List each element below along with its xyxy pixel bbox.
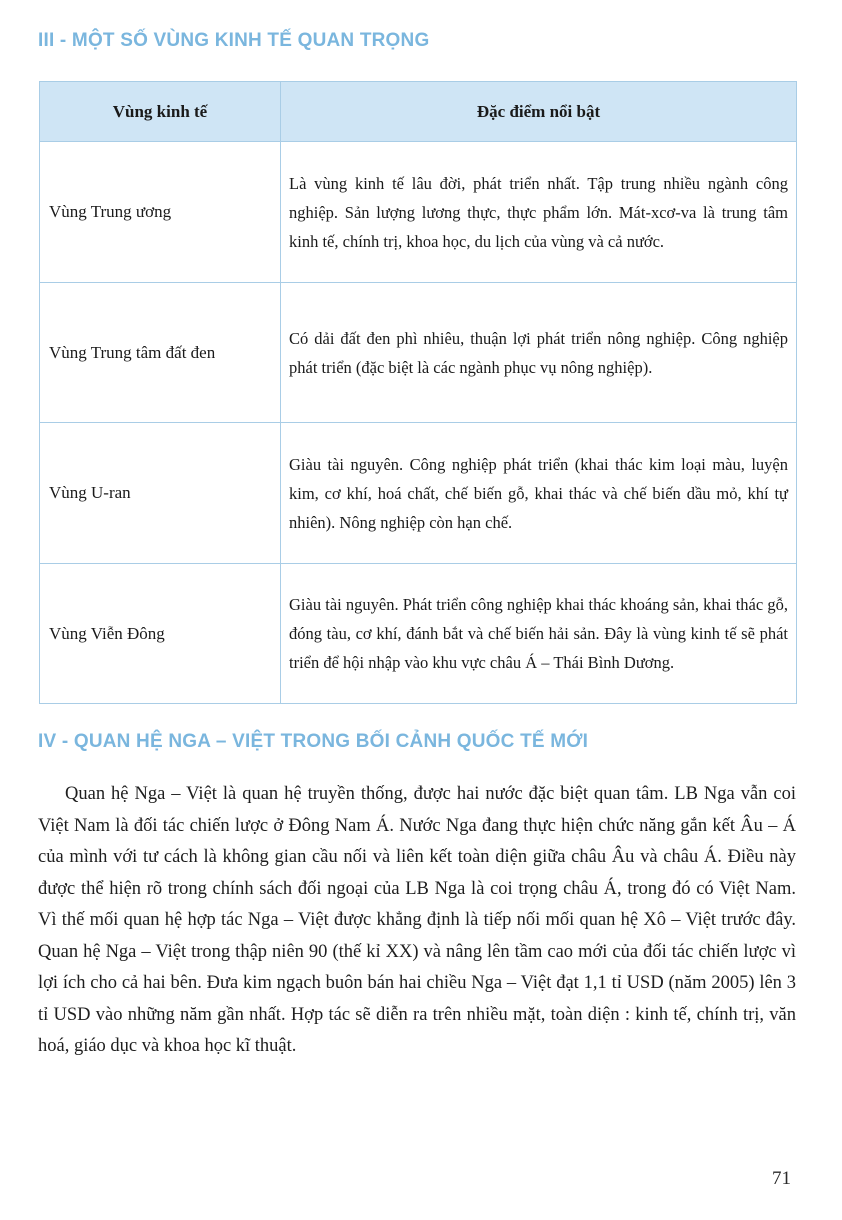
header-region: Vùng kinh tế [40, 82, 281, 142]
header-features: Đặc điểm nổi bật [281, 82, 797, 142]
region-name: Vùng U-ran [40, 423, 281, 564]
section-4-paragraph: Quan hệ Nga – Việt là quan hệ truyền thống, được hai nước đặc biệt quan tâm. LB Nga vẫn coi Việt Nam là đối tác chiến lược ở Đông Nam Á. Nước Nga đang thực hiện chức năng gắn kết Âu – Á của mình với tư cách là không gian cầu nối và liên kết toàn diện giữa châu Âu và châu Á. Điều này được thể hiện rõ trong chính sách đối ngoại của LB Nga là coi trọng châu Á, trong đó có Việt Nam. Vì thế mối quan hệ hợp tác Nga – Việt được khẳng định là tiếp nối mối quan hệ Xô – Việt trước đây. Quan hệ Nga – Việt trong thập niên 90 (thế kỉ XX) và nâng lên tầm cao mới của đối tác chiến lược vì lợi ích cho cả hai bên. Đưa kim ngạch buôn bán hai chiều Nga – Việt đạt 1,1 tỉ USD (năm 2005) lên 3 tỉ USD vào những năm gần nhất. Hợp tác sẽ diễn ra trên nhiều mặt, toàn diện : kinh tế, chính trị, văn hoá, giáo dục và khoa học kĩ thuật. [38, 784, 796, 1056]
table-row [40, 142, 797, 283]
region-features: Giàu tài nguyên. Phát triển công nghiệp khai thác khoáng sản, khai thác gỗ, đóng tàu, cơ khí, đánh bắt và chế biến hải sản. Đây là vùng kinh tế sẽ phát triển để hội nhập vào khu vực châu Á – Thái Bình Dương. [281, 564, 797, 704]
region-name: Vùng Trung ương [40, 142, 281, 283]
region-features: Giàu tài nguyên. Công nghiệp phát triển (khai thác kim loại màu, luyện kim, cơ khí, hoá chất, chế biến gỗ, khai thác và chế biến dầu mỏ, khí tự nhiên). Nông nghiệp còn hạn chế. [281, 423, 797, 564]
page-number: 71 [772, 1168, 791, 1189]
region-name: Vùng Viễn Đông [40, 564, 281, 704]
region-features: Là vùng kinh tế lâu đời, phát triển nhất. Tập trung nhiều ngành công nghiệp. Sản lượng lương thực, thực phẩm lớn. Mát-xcơ-va là trung tâm kinh tế, chính trị, khoa học, du lịch của vùng và cả nước. [281, 142, 797, 283]
table-row [40, 564, 797, 704]
table-header-row [40, 82, 797, 142]
section-3-heading: III - MỘT SỐ VÙNG KINH TẾ QUAN TRỌNG [38, 30, 430, 51]
section-4-heading: IV - QUAN HỆ NGA – VIỆT TRONG BỐI CẢNH QUỐC TẾ MỚI [38, 731, 589, 752]
table-row [40, 283, 797, 423]
economic-regions-table [39, 81, 797, 704]
region-name: Vùng Trung tâm đất đen [40, 283, 281, 423]
table-row [40, 423, 797, 564]
region-features: Có dải đất đen phì nhiêu, thuận lợi phát triển nông nghiệp. Công nghiệp phát triển (đặc biệt là các ngành phục vụ nông nghiệp). [281, 283, 797, 423]
